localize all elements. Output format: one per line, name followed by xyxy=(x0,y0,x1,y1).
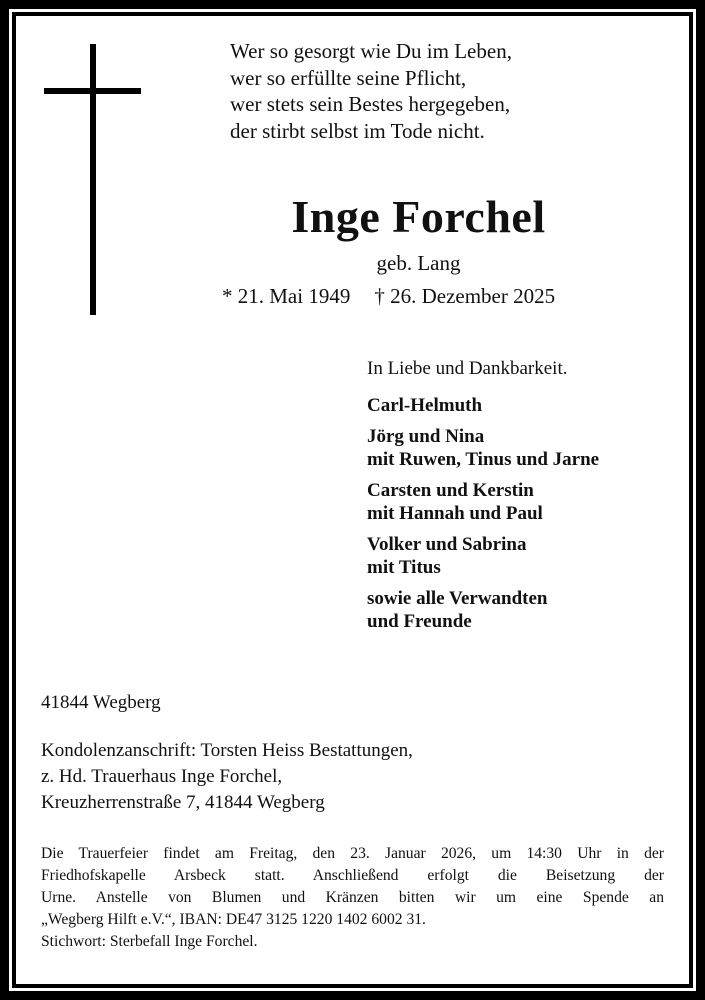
mourner-line: Carl-Helmuth xyxy=(367,395,483,416)
mourner-group xyxy=(367,587,599,633)
notice-line: Friedhofskapelle Arsbeck statt. Anschließend erfolgt die Beisetzung der xyxy=(41,867,664,884)
location: 41844 Wegberg xyxy=(41,692,161,713)
notice-line: Stichwort: Sterbefall Inge Forchel. xyxy=(41,933,258,950)
mourner-line: und Freunde xyxy=(367,611,472,632)
poem-line: wer so erfüllte seine Pflicht, xyxy=(230,65,467,90)
notice-line: „Wegberg Hilft e.V.“, IBAN: DE47 3125 1220 1402 6002 31. xyxy=(41,911,426,928)
mourner-line: sowie alle Verwandten xyxy=(367,588,548,609)
mourner-line: Jörg und Nina xyxy=(367,426,485,447)
deceased-name: Inge Forchel xyxy=(291,191,546,242)
death-date: † 26. Dezember 2025 xyxy=(374,284,556,308)
poem-line: der stirbt selbst im Tode nicht. xyxy=(230,118,485,143)
mourners-intro: In Liebe und Dankbarkeit. xyxy=(367,358,568,379)
mourner-line: mit Hannah und Paul xyxy=(367,503,543,524)
maiden-name: geb. Lang xyxy=(376,251,461,275)
address-line: z. Hd. Trauerhaus Inge Forchel, xyxy=(41,766,283,787)
life-dates xyxy=(222,284,555,309)
address-line: Kreuzherrenstraße 7, 41844 Wegberg xyxy=(41,792,325,813)
birth-date: * 21. Mai 1949 xyxy=(222,284,351,308)
notice-line: Urne. Anstelle von Blumen und Kränzen bitten wir um eine Spende an xyxy=(41,889,664,906)
memorial-poem xyxy=(230,38,512,144)
mourner-line: Carsten und Kerstin xyxy=(367,480,534,501)
mourner-group xyxy=(367,479,599,525)
cross-horizontal-bar xyxy=(44,88,141,94)
mourner-line: Volker und Sabrina xyxy=(367,534,527,555)
mourner-line: mit Ruwen, Tinus und Jarne xyxy=(367,449,600,470)
mourner-group xyxy=(367,533,599,579)
mourner-line: mit Titus xyxy=(367,557,441,578)
poem-line: wer stets sein Bestes hergegeben, xyxy=(230,92,511,116)
mourners-list xyxy=(367,394,599,641)
mourner-group xyxy=(367,394,599,417)
address-line: Kondolenzanschrift: Torsten Heiss Bestattungen, xyxy=(41,740,413,761)
mourner-group xyxy=(367,425,599,471)
poem-line: Wer so gesorgt wie Du im Leben, xyxy=(230,39,512,63)
notice-line: Die Trauerfeier findet am Freitag, den 23. Januar 2026, um 14:30 Uhr in der xyxy=(41,845,664,862)
condolence-address xyxy=(41,738,413,816)
funeral-notice xyxy=(41,843,664,953)
